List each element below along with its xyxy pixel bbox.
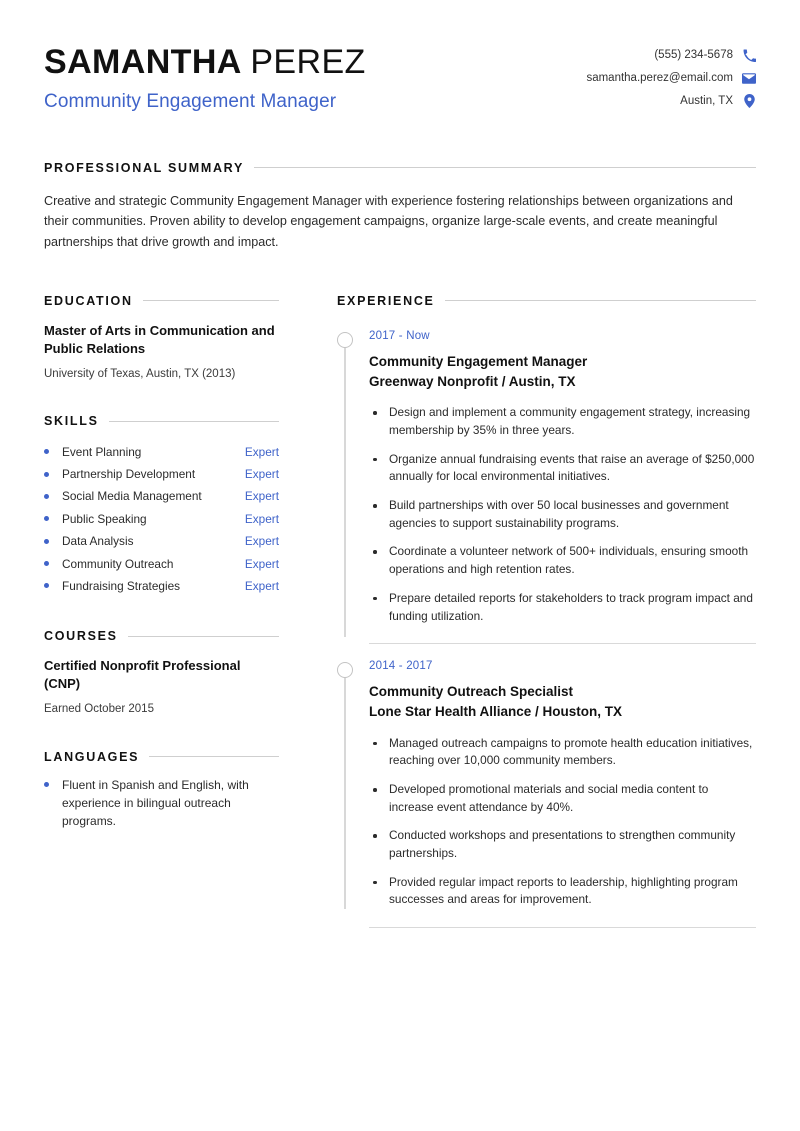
- job-title: Community Engagement Manager: [44, 90, 337, 112]
- right-column: [337, 294, 756, 928]
- experience-bullets: [369, 735, 756, 910]
- resume-body: [44, 294, 756, 928]
- language-text: Fluent in Spanish and English, with experience in bilingual outreach programs.: [62, 777, 249, 828]
- heading-rule: [254, 167, 756, 168]
- timeline-line: [344, 340, 346, 637]
- envelope-icon: [742, 71, 756, 85]
- courses-heading: [44, 629, 279, 643]
- languages-heading-label: LANGUAGES: [44, 749, 140, 764]
- resume-header: [44, 38, 756, 113]
- experience-dates: 2017 - Now: [369, 329, 430, 342]
- languages-list: [44, 776, 279, 830]
- experience-divider: [369, 927, 756, 928]
- list-item: [44, 552, 279, 574]
- skill-level: Expert: [244, 467, 279, 481]
- experience-entry: [337, 314, 756, 625]
- skill-level: Expert: [244, 511, 279, 526]
- heading-rule: [128, 636, 279, 637]
- timeline-marker-icon: [337, 332, 353, 348]
- summary-heading: [44, 161, 756, 175]
- summary-heading-label: PROFESSIONAL SUMMARY: [44, 160, 244, 175]
- heading-rule: [109, 421, 279, 422]
- skills-heading-label: SKILLS: [44, 414, 99, 429]
- identity-block: [44, 44, 586, 113]
- contact-email[interactable]: [586, 71, 756, 85]
- education-degree: Master of Arts in Communication and Public Relations: [44, 322, 275, 356]
- education-institution: University of Texas, Austin, TX (2013): [44, 367, 236, 380]
- course-detail: Earned October 2015: [44, 702, 154, 715]
- bullet-dot-icon: [44, 583, 49, 588]
- languages-heading: [44, 750, 279, 764]
- heading-rule: [143, 300, 279, 301]
- phone-icon: [742, 48, 756, 62]
- contact-location-value: Austin, TX: [680, 95, 733, 107]
- heading-rule: [149, 756, 279, 757]
- skills-list: [44, 440, 279, 597]
- experience-role: Community Outreach Specialist: [369, 684, 574, 700]
- bullet-dot-icon: [44, 539, 49, 544]
- skill-name: Community Outreach: [62, 556, 174, 571]
- skill-name: Public Speaking: [62, 511, 147, 526]
- skill-name: Social Media Management: [62, 489, 202, 504]
- list-item: [44, 463, 279, 485]
- education-section: [44, 294, 279, 383]
- list-item: Conducted workshops and presentations to strengthen community partnerships.: [369, 827, 756, 862]
- skill-name: Event Planning: [62, 444, 142, 459]
- experience-heading: [337, 294, 756, 308]
- contact-location[interactable]: [680, 94, 756, 108]
- courses-heading-label: COURSES: [44, 629, 118, 644]
- course-title: Certified Nonprofit Professional (CNP): [44, 658, 241, 691]
- list-item: [44, 440, 279, 462]
- skill-level: Expert: [244, 534, 279, 549]
- left-column: [44, 294, 279, 830]
- skill-name: Partnership Development: [62, 467, 196, 481]
- list-item: Prepare detailed reports for stakeholders to track program impact and funding utilization.: [369, 590, 756, 625]
- experience-company: Greenway Nonprofit / Austin, TX: [369, 374, 576, 390]
- bullet-dot-icon: [44, 516, 49, 521]
- skills-heading: [44, 414, 279, 428]
- contact-block: [586, 44, 756, 108]
- experience-entry: [337, 644, 756, 909]
- experience-bullets: [369, 404, 756, 625]
- list-item: [44, 530, 279, 552]
- skill-level: Expert: [244, 578, 279, 593]
- bullet-dot-icon: [44, 782, 49, 787]
- skill-level: Expert: [244, 444, 279, 459]
- skill-name: Data Analysis: [62, 534, 134, 549]
- list-item: Build partnerships with over 50 local businesses and government agencies to support sustainability programs.: [369, 497, 756, 532]
- list-item: [44, 575, 279, 597]
- experience-role: Community Engagement Manager: [369, 353, 588, 369]
- professional-summary-section: [44, 161, 756, 252]
- list-item: [44, 485, 279, 507]
- list-item: [44, 508, 279, 530]
- skill-level: Expert: [244, 489, 279, 504]
- list-item: Developed promotional materials and social media content to increase event attendance by 40%.: [369, 781, 756, 816]
- experience-company: Lone Star Health Alliance / Houston, TX: [369, 704, 623, 720]
- page-title: [44, 44, 586, 81]
- list-item: [44, 776, 279, 830]
- location-pin-icon: [742, 94, 756, 108]
- bullet-dot-icon: [44, 472, 49, 477]
- heading-rule: [445, 300, 756, 301]
- timeline-line: [344, 670, 346, 909]
- bullet-dot-icon: [44, 449, 49, 454]
- skills-section: [44, 414, 279, 597]
- bullet-dot-icon: [44, 494, 49, 499]
- last-name: PEREZ: [250, 43, 366, 81]
- contact-email-value: samantha.perez@email.com: [586, 72, 733, 84]
- languages-section: [44, 750, 279, 830]
- contact-phone[interactable]: [654, 48, 756, 62]
- summary-text: Creative and strategic Community Engagement Manager with experience fostering relationships between organizations and their communities. Proven ability to develop engagement campaigns, organize large-scale events, and create meaningful partnerships that drive growth and impact.: [44, 193, 733, 249]
- education-heading-label: EDUCATION: [44, 293, 133, 308]
- experience-heading-label: EXPERIENCE: [337, 293, 435, 308]
- list-item: Managed outreach campaigns to promote health education initiatives, reaching over 10,000 community members.: [369, 735, 756, 770]
- education-heading: [44, 294, 279, 308]
- list-item: Provided regular impact reports to leadership, highlighting program successes and areas for improvement.: [369, 874, 756, 909]
- list-item: Coordinate a volunteer network of 500+ individuals, ensuring smooth operations and high retention rates.: [369, 543, 756, 578]
- list-item: Organize annual fundraising events that raise an average of $250,000 annually for local environmental initiatives.: [369, 451, 756, 486]
- timeline-marker-icon: [337, 662, 353, 678]
- experience-dates: 2014 - 2017: [369, 660, 433, 673]
- list-item: Design and implement a community engagement strategy, increasing membership by 35% in three years.: [369, 404, 756, 439]
- contact-phone-value: (555) 234-5678: [654, 49, 733, 61]
- bullet-dot-icon: [44, 561, 49, 566]
- courses-section: [44, 629, 279, 718]
- first-name: SAMANTHA: [44, 43, 241, 81]
- skill-level: Expert: [244, 556, 279, 571]
- experience-list: [337, 314, 756, 928]
- skill-name: Fundraising Strategies: [62, 578, 181, 593]
